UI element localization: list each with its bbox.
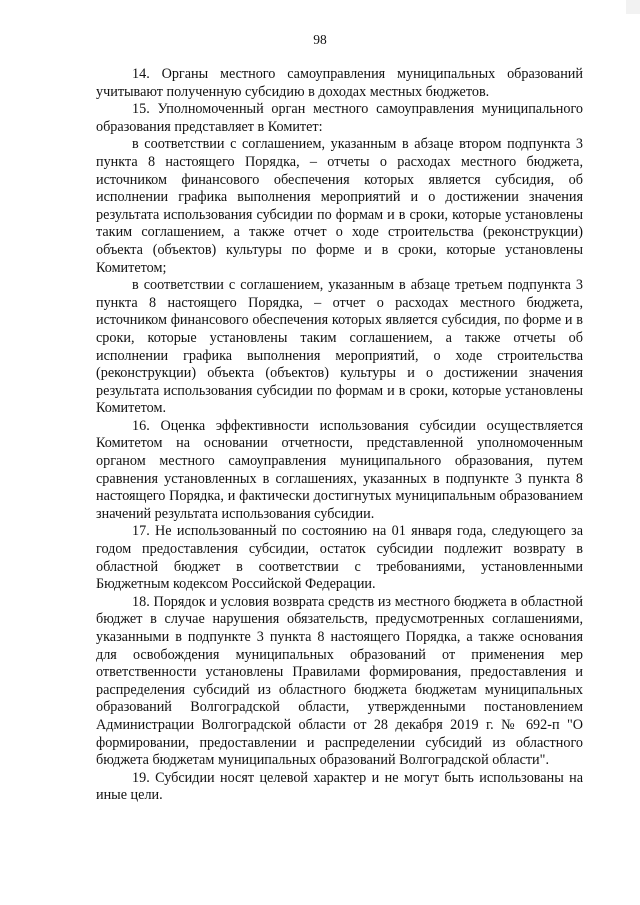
paragraph-17: 17. Не использованный по состоянию на 01 января года, следующего за годом предоставления субсидии, остаток субсидии подлежит возврату в областной бюджет в соответствии с требованиями, установленными Бюджетным кодексом Российской Федерации. [96,523,583,593]
document-body [96,66,583,805]
paragraph-15-item-1: в соответствии с соглашением, указанным в абзаце втором подпункта 3 пункта 8 настоящего Порядка, – отчеты о расходах местного бюджета, источником финансового обеспечения которых является субсидия, об исполнении графика выполнения мероприятий и о достижении значения результата использования субсидии по формам и в сроки, которые установлены таким соглашением, а также отчет о ходе строительства (реконструкции) объекта (объектов) культуры по форме и в сроки, которые установлены Комитетом; [96,136,583,276]
paragraph-14: 14. Органы местного самоуправления муниципальных образований учитывают полученную субсидию в доходах местных бюджетов. [96,66,583,100]
paragraph-19: 19. Субсидии носят целевой характер и не могут быть использованы на иные цели. [96,769,583,804]
scan-corner-mark [626,0,640,14]
paragraph-16: 16. Оценка эффективности использования субсидии осуществляется Комитетом на основании отчетности, представленной уполномоченным органом местного самоуправления муниципального образования, путем сравнения установленных в соглашениях, указанных в подпункте 3 пункта 8 настоящего Порядка, и фактически достигнутых муниципальным образованием значений результата использования субсидии. [96,417,583,522]
paragraph-15-item-2: в соответствии с соглашением, указанным в абзаце третьем подпункта 3 пункта 8 настоящего Порядка, – отчет о расходах местного бюджета, источником финансового обеспечения которых является субсидия, по форме и в сроки, которые установлены таким соглашением, а также отчеты об исполнении графика выполнения мероприятий, о ходе строительства (реконструкции) объекта (объектов) культуры и о достижении значения результата использования субсидии по формам и в сроки, которые установлены Комитетом. [96,277,583,417]
paragraph-18: 18. Порядок и условия возврата средств из местного бюджета в областной бюджет в случае нарушения обязательств, предусмотренных соглашениями, указанными в подпункте 3 пункта 8 настоящего Порядка, а также основания для освобождения муниципальных образований от применения мер ответственности установлены Правилами формирования, предоставления и распределения субсидий из областного бюджета бюджетам муниципальных образований Волгоградской области, утвержденными постановлением Администрации Волгоградской области от 28 декабря 2019 г. № 692-п "О формировании, предоставлении и распределении субсидий из областного бюджета бюджетам муниципальных образований Волгоградской области". [96,593,583,769]
paragraph-15: 15. Уполномоченный орган местного самоуправления муниципального образования представляет в Комитет: [96,101,583,135]
page-number: 98 [313,32,327,47]
